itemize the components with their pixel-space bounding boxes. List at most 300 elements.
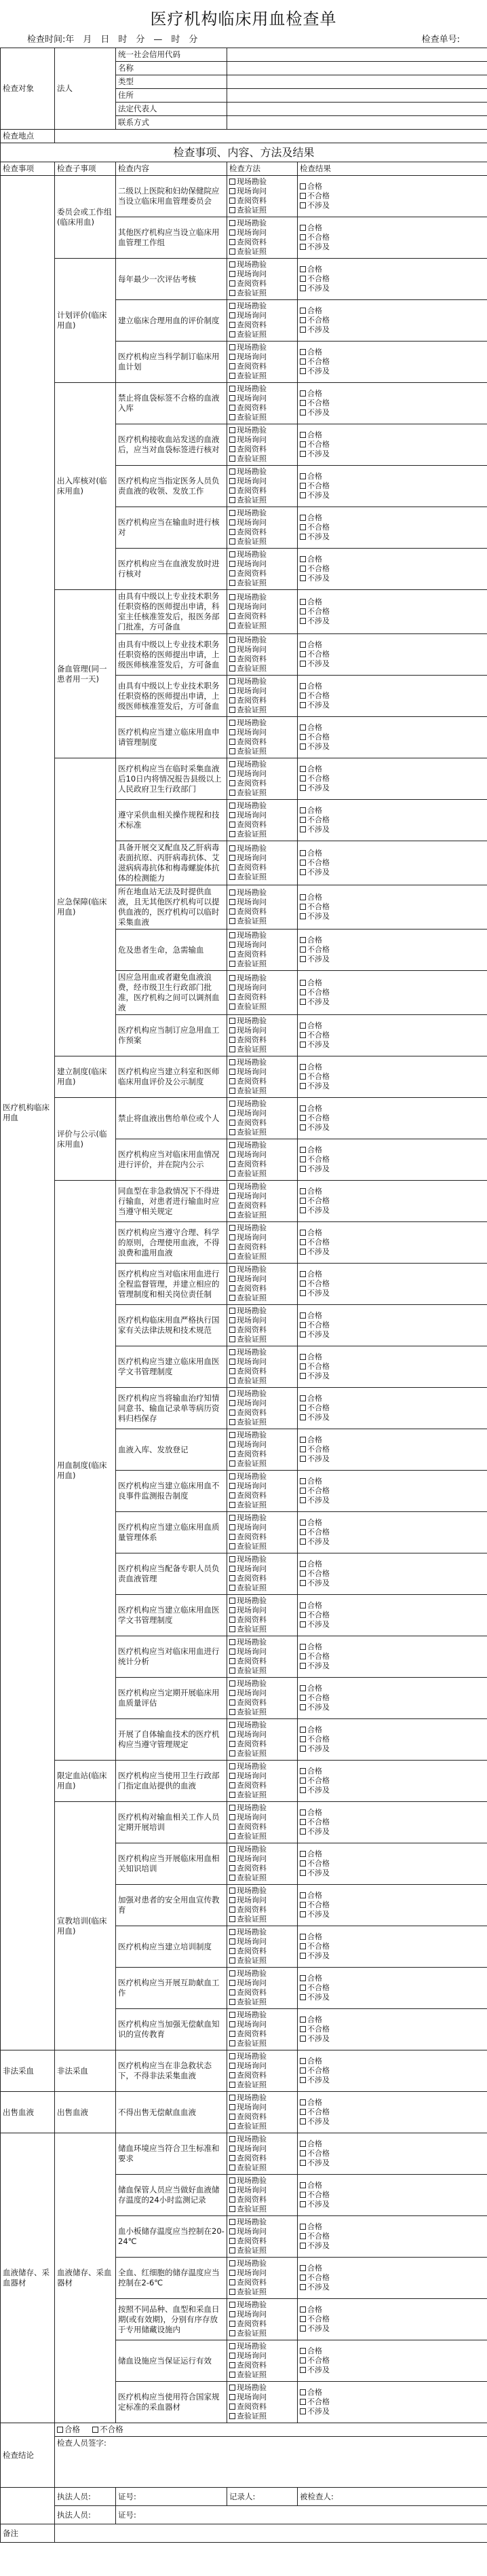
checkbox[interactable] xyxy=(92,2427,98,2433)
checkbox[interactable] xyxy=(300,1124,306,1130)
checkbox[interactable] xyxy=(300,1166,306,1172)
checkbox[interactable] xyxy=(229,1970,235,1976)
checkbox[interactable] xyxy=(229,2123,235,2129)
checkbox[interactable] xyxy=(229,2219,235,2225)
checkbox[interactable] xyxy=(300,1860,306,1866)
checkbox[interactable] xyxy=(229,2053,235,2059)
checkbox[interactable] xyxy=(300,980,306,986)
checkbox[interactable] xyxy=(229,290,235,296)
checkbox[interactable] xyxy=(229,363,235,369)
checkbox[interactable] xyxy=(229,239,235,245)
checkbox[interactable] xyxy=(229,1244,235,1250)
checkbox[interactable] xyxy=(300,1437,306,1443)
checkbox[interactable] xyxy=(229,538,235,545)
checkbox[interactable] xyxy=(300,642,306,648)
inspector-signature[interactable]: 检查人员签字: xyxy=(55,2437,487,2488)
checkbox[interactable] xyxy=(300,2150,306,2156)
checkbox[interactable] xyxy=(229,2247,235,2253)
checkbox[interactable] xyxy=(229,1929,235,1935)
checkbox[interactable] xyxy=(300,1953,306,1959)
checkbox[interactable] xyxy=(229,2311,235,2317)
checkbox[interactable] xyxy=(300,244,306,250)
checkbox[interactable] xyxy=(300,1934,306,1940)
subject-field-value[interactable] xyxy=(227,62,487,75)
checkbox[interactable] xyxy=(300,515,306,521)
checkbox[interactable] xyxy=(300,1032,306,1038)
checkbox[interactable] xyxy=(229,594,235,600)
checkbox[interactable] xyxy=(300,1663,306,1669)
checkbox[interactable] xyxy=(229,1400,235,1406)
checkbox[interactable] xyxy=(300,817,306,823)
checkbox[interactable] xyxy=(300,956,306,962)
checkbox[interactable] xyxy=(300,400,306,406)
checkbox[interactable] xyxy=(229,720,235,726)
checkbox[interactable] xyxy=(300,2109,306,2115)
checkbox[interactable] xyxy=(229,2413,235,2419)
checkbox[interactable] xyxy=(229,2095,235,2101)
checkbox[interactable] xyxy=(229,889,235,896)
checkbox[interactable] xyxy=(300,2275,306,2281)
checkbox[interactable] xyxy=(229,1763,235,1769)
checkbox[interactable] xyxy=(229,623,235,629)
checkbox[interactable] xyxy=(300,2192,306,2198)
checkbox[interactable] xyxy=(300,807,306,813)
checkbox[interactable] xyxy=(300,1602,306,1608)
checkbox[interactable] xyxy=(229,1183,235,1190)
checkbox[interactable] xyxy=(300,1363,306,1369)
checkbox[interactable] xyxy=(300,1727,306,1733)
checkbox[interactable] xyxy=(300,566,306,572)
checkbox[interactable] xyxy=(229,1658,235,1664)
checkbox[interactable] xyxy=(229,1668,235,1674)
checkbox[interactable] xyxy=(229,1907,235,1913)
checkbox[interactable] xyxy=(229,994,235,1000)
checkbox[interactable] xyxy=(300,1975,306,1981)
checkbox[interactable] xyxy=(229,1865,235,1871)
checkbox[interactable] xyxy=(300,826,306,832)
checkbox[interactable] xyxy=(229,1027,235,1033)
checkbox[interactable] xyxy=(300,2118,306,2124)
checkbox[interactable] xyxy=(229,1152,235,1158)
checkbox[interactable] xyxy=(229,373,235,379)
subject-field-value[interactable] xyxy=(227,116,487,130)
checkbox[interactable] xyxy=(300,734,306,740)
checkbox[interactable] xyxy=(229,2260,235,2266)
checkbox[interactable] xyxy=(229,1225,235,1231)
checkbox[interactable] xyxy=(229,1410,235,1416)
checkbox[interactable] xyxy=(229,985,235,991)
checkbox[interactable] xyxy=(229,280,235,287)
checkbox[interactable] xyxy=(300,1539,306,1545)
checkbox[interactable] xyxy=(229,1368,235,1374)
checkbox[interactable] xyxy=(229,2279,235,2285)
checkbox[interactable] xyxy=(300,608,306,614)
checkbox[interactable] xyxy=(229,529,235,535)
checkbox[interactable] xyxy=(229,1327,235,1333)
checkbox[interactable] xyxy=(300,1198,306,1204)
checkbox[interactable] xyxy=(300,1746,306,1752)
checkbox[interactable] xyxy=(229,478,235,484)
checkbox[interactable] xyxy=(229,437,235,443)
checkbox[interactable] xyxy=(300,693,306,699)
checkbox[interactable] xyxy=(229,697,235,703)
checkbox[interactable] xyxy=(300,850,306,856)
checkbox[interactable] xyxy=(229,918,235,924)
checkbox[interactable] xyxy=(300,1911,306,1917)
checkbox[interactable] xyxy=(229,229,235,236)
checkbox[interactable] xyxy=(229,220,235,226)
checkbox[interactable] xyxy=(229,1916,235,1922)
checkbox[interactable] xyxy=(300,2243,306,2249)
checkbox[interactable] xyxy=(229,1814,235,1820)
checkbox[interactable] xyxy=(229,1276,235,1282)
checkbox[interactable] xyxy=(229,761,235,767)
checkbox[interactable] xyxy=(229,487,235,494)
checkbox[interactable] xyxy=(229,322,235,328)
checkbox[interactable] xyxy=(229,678,235,684)
checkbox[interactable] xyxy=(300,2389,306,2395)
checkbox[interactable] xyxy=(300,308,306,314)
checkbox[interactable] xyxy=(229,1888,235,1894)
checkbox[interactable] xyxy=(300,183,306,189)
checkbox[interactable] xyxy=(229,2330,235,2336)
checkbox[interactable] xyxy=(229,2372,235,2378)
subject-field-value[interactable] xyxy=(227,103,487,116)
checkbox[interactable] xyxy=(229,1617,235,1623)
checkbox[interactable] xyxy=(229,2302,235,2308)
checkbox[interactable] xyxy=(229,1088,235,1094)
checkbox[interactable] xyxy=(229,2385,235,2391)
checkbox[interactable] xyxy=(300,1787,306,1793)
checkbox[interactable] xyxy=(229,312,235,318)
checkbox[interactable] xyxy=(300,2141,306,2147)
checkbox[interactable] xyxy=(229,1349,235,1355)
subject-signature[interactable]: 被检查人: xyxy=(298,2488,487,2506)
checkbox[interactable] xyxy=(229,604,235,610)
checkbox[interactable] xyxy=(229,2196,235,2203)
checkbox[interactable] xyxy=(229,2031,235,2037)
checkbox[interactable] xyxy=(57,2427,63,2433)
checkbox[interactable] xyxy=(229,2165,235,2171)
checkbox[interactable] xyxy=(300,1851,306,1857)
checkbox[interactable] xyxy=(300,202,306,208)
checkbox[interactable] xyxy=(300,2306,306,2313)
checkbox[interactable] xyxy=(229,1018,235,1024)
checkbox[interactable] xyxy=(229,1875,235,1881)
checkbox[interactable] xyxy=(229,1378,235,1384)
checkbox[interactable] xyxy=(229,2289,235,2295)
checkbox[interactable] xyxy=(229,1142,235,1148)
checkbox[interactable] xyxy=(229,427,235,433)
checkbox[interactable] xyxy=(300,1156,306,1162)
checkbox[interactable] xyxy=(229,2394,235,2400)
checkbox[interactable] xyxy=(229,1607,235,1613)
checkbox[interactable] xyxy=(300,2077,306,2083)
checkbox[interactable] xyxy=(229,1046,235,1052)
checkbox[interactable] xyxy=(300,775,306,781)
checkbox[interactable] xyxy=(229,1193,235,1199)
checkbox[interactable] xyxy=(229,2187,235,2193)
checkbox[interactable] xyxy=(300,1023,306,1029)
checkbox[interactable] xyxy=(300,1290,306,1296)
checkbox[interactable] xyxy=(229,637,235,643)
checkbox[interactable] xyxy=(229,1792,235,1798)
checkbox[interactable] xyxy=(229,1833,235,1839)
checkbox[interactable] xyxy=(300,225,306,231)
checkbox[interactable] xyxy=(229,1782,235,1788)
checkbox[interactable] xyxy=(229,1805,235,1811)
checkbox[interactable] xyxy=(229,1773,235,1779)
checkbox[interactable] xyxy=(300,1105,306,1111)
checkbox[interactable] xyxy=(229,344,235,350)
checkbox[interactable] xyxy=(229,1556,235,1562)
checkbox[interactable] xyxy=(300,1478,306,1484)
checkbox[interactable] xyxy=(300,1073,306,1080)
checkbox[interactable] xyxy=(300,724,306,731)
checkbox[interactable] xyxy=(300,989,306,995)
checkbox[interactable] xyxy=(229,1722,235,1728)
checkbox[interactable] xyxy=(229,2177,235,2184)
checkbox[interactable] xyxy=(300,1405,306,1411)
checkbox[interactable] xyxy=(229,207,235,213)
checkbox[interactable] xyxy=(229,1543,235,1549)
checkbox[interactable] xyxy=(229,2040,235,2046)
checkbox[interactable] xyxy=(300,785,306,791)
checkbox[interactable] xyxy=(300,1373,306,1379)
checkbox[interactable] xyxy=(229,1741,235,1747)
checkbox[interactable] xyxy=(229,1078,235,1084)
checkbox[interactable] xyxy=(229,1308,235,1314)
checkbox[interactable] xyxy=(300,327,306,333)
checkbox[interactable] xyxy=(229,2012,235,2018)
checkbox[interactable] xyxy=(300,1685,306,1691)
checkbox[interactable] xyxy=(229,1856,235,1862)
checkbox[interactable] xyxy=(300,1414,306,1420)
checkbox[interactable] xyxy=(229,510,235,516)
checkbox[interactable] xyxy=(300,743,306,750)
checkbox[interactable] xyxy=(229,386,235,392)
checkbox[interactable] xyxy=(229,1731,235,1737)
checkbox[interactable] xyxy=(229,2063,235,2069)
checkbox[interactable] xyxy=(300,193,306,199)
checkbox[interactable] xyxy=(300,2182,306,2188)
checkbox[interactable] xyxy=(229,1524,235,1530)
checkbox[interactable] xyxy=(300,1561,306,1567)
checkbox[interactable] xyxy=(300,1580,306,1586)
checkbox[interactable] xyxy=(300,441,306,447)
checkbox[interactable] xyxy=(300,1653,306,1659)
checkbox[interactable] xyxy=(300,651,306,657)
checkbox[interactable] xyxy=(300,1115,306,1121)
checkbox[interactable] xyxy=(300,618,306,624)
checkbox[interactable] xyxy=(229,665,235,671)
checkbox[interactable] xyxy=(229,395,235,401)
checkbox[interactable] xyxy=(229,1110,235,1116)
checkbox[interactable] xyxy=(229,1317,235,1323)
checkbox[interactable] xyxy=(300,234,306,240)
checkbox[interactable] xyxy=(300,2099,306,2105)
checkbox[interactable] xyxy=(229,1502,235,1508)
checkbox[interactable] xyxy=(300,2017,306,2023)
checkbox[interactable] xyxy=(229,561,235,567)
checkbox[interactable] xyxy=(229,771,235,777)
checkbox[interactable] xyxy=(300,999,306,1005)
checkbox[interactable] xyxy=(229,1266,235,1272)
subject-field-value[interactable] xyxy=(227,75,487,89)
checkbox[interactable] xyxy=(300,2284,306,2290)
note-value[interactable] xyxy=(55,2524,487,2543)
checkbox[interactable] xyxy=(300,1985,306,1991)
checkbox[interactable] xyxy=(300,1778,306,1784)
location-value[interactable] xyxy=(55,130,487,143)
checkbox[interactable] xyxy=(300,661,306,667)
checkbox[interactable] xyxy=(300,1230,306,1236)
checkbox[interactable] xyxy=(300,266,306,272)
checkbox[interactable] xyxy=(229,1824,235,1830)
checkbox[interactable] xyxy=(300,2357,306,2363)
checkbox[interactable] xyxy=(300,473,306,479)
checkbox[interactable] xyxy=(300,1354,306,1360)
checkbox[interactable] xyxy=(229,2362,235,2368)
checkbox[interactable] xyxy=(229,2238,235,2244)
checkbox[interactable] xyxy=(300,2058,306,2064)
checkbox[interactable] xyxy=(229,1575,235,1581)
checkbox[interactable] xyxy=(229,1460,235,1467)
checkbox[interactable] xyxy=(229,1948,235,1954)
checkbox[interactable] xyxy=(300,368,306,374)
checkbox[interactable] xyxy=(300,2224,306,2230)
checkbox[interactable] xyxy=(300,1943,306,1949)
checkbox[interactable] xyxy=(229,951,235,957)
subject-field-value[interactable] xyxy=(227,48,487,62)
checkbox[interactable] xyxy=(229,2114,235,2120)
checkbox[interactable] xyxy=(229,1473,235,1479)
checkbox[interactable] xyxy=(300,599,306,605)
checkbox[interactable] xyxy=(300,1083,306,1089)
checkbox[interactable] xyxy=(229,874,235,880)
checkbox[interactable] xyxy=(229,1432,235,1438)
checkbox[interactable] xyxy=(300,1249,306,1255)
checkbox[interactable] xyxy=(229,1391,235,1397)
checkbox[interactable] xyxy=(229,519,235,526)
checkbox[interactable] xyxy=(229,2104,235,2110)
checkbox[interactable] xyxy=(300,1312,306,1319)
checkbox[interactable] xyxy=(229,1980,235,1986)
checkbox[interactable] xyxy=(300,683,306,689)
checkbox[interactable] xyxy=(229,729,235,735)
checkbox[interactable] xyxy=(229,551,235,557)
checkbox[interactable] xyxy=(229,1534,235,1540)
checkbox[interactable] xyxy=(229,1999,235,2005)
checkbox[interactable] xyxy=(229,1897,235,1903)
checkbox[interactable] xyxy=(229,1639,235,1645)
checkbox[interactable] xyxy=(229,1336,235,1342)
checkbox[interactable] xyxy=(300,1520,306,1526)
checkbox[interactable] xyxy=(300,534,306,540)
checkbox[interactable] xyxy=(229,739,235,745)
checkbox[interactable] xyxy=(229,1161,235,1167)
checkbox[interactable] xyxy=(300,1456,306,1462)
checkbox[interactable] xyxy=(229,1253,235,1259)
checkbox[interactable] xyxy=(229,1957,235,1964)
checkbox[interactable] xyxy=(229,456,235,462)
checkbox[interactable] xyxy=(229,570,235,576)
checkbox[interactable] xyxy=(229,831,235,837)
checkbox[interactable] xyxy=(300,869,306,875)
checkbox[interactable] xyxy=(300,1147,306,1153)
checkbox[interactable] xyxy=(300,1331,306,1338)
checkbox[interactable] xyxy=(229,1566,235,1572)
checkbox[interactable] xyxy=(229,864,235,870)
checkbox[interactable] xyxy=(229,932,235,938)
checkbox[interactable] xyxy=(300,1994,306,2000)
checkbox[interactable] xyxy=(300,276,306,282)
checkbox[interactable] xyxy=(229,414,235,420)
checkbox[interactable] xyxy=(300,2399,306,2405)
checkbox[interactable] xyxy=(300,349,306,355)
checkbox[interactable] xyxy=(229,2072,235,2078)
checkbox[interactable] xyxy=(300,1570,306,1577)
checkbox[interactable] xyxy=(300,1892,306,1898)
checkbox[interactable] xyxy=(300,2036,306,2042)
checkbox[interactable] xyxy=(300,409,306,416)
checkbox[interactable] xyxy=(229,1359,235,1365)
checkbox[interactable] xyxy=(229,803,235,809)
checkbox[interactable] xyxy=(229,2155,235,2161)
checkbox[interactable] xyxy=(229,780,235,786)
checkbox[interactable] xyxy=(300,1064,306,1070)
checkbox[interactable] xyxy=(229,1938,235,1945)
checkbox[interactable] xyxy=(229,303,235,309)
checkbox[interactable] xyxy=(300,1695,306,1701)
checkbox[interactable] xyxy=(300,575,306,581)
checkbox[interactable] xyxy=(229,1750,235,1756)
checkbox[interactable] xyxy=(300,1446,306,1452)
checkbox[interactable] xyxy=(229,908,235,915)
checkbox[interactable] xyxy=(229,1846,235,1852)
checkbox[interactable] xyxy=(300,2408,306,2414)
checkbox[interactable] xyxy=(300,2160,306,2166)
checkbox[interactable] xyxy=(229,656,235,662)
checkbox[interactable] xyxy=(229,1492,235,1498)
checkbox[interactable] xyxy=(229,1709,235,1715)
checkbox[interactable] xyxy=(229,1004,235,1010)
checkbox[interactable] xyxy=(229,188,235,194)
checkbox[interactable] xyxy=(229,1649,235,1655)
checkbox[interactable] xyxy=(229,446,235,452)
checkbox[interactable] xyxy=(229,688,235,694)
checkbox[interactable] xyxy=(300,860,306,866)
checkbox[interactable] xyxy=(300,317,306,323)
checkbox[interactable] xyxy=(300,1621,306,1627)
checkbox[interactable] xyxy=(229,613,235,619)
checkbox[interactable] xyxy=(229,1680,235,1687)
checkbox[interactable] xyxy=(300,1819,306,1825)
checkbox[interactable] xyxy=(229,354,235,360)
checkbox[interactable] xyxy=(300,1736,306,1742)
checkbox[interactable] xyxy=(229,405,235,411)
checkbox[interactable] xyxy=(300,1704,306,1710)
checkbox[interactable] xyxy=(229,1059,235,1065)
checkbox[interactable] xyxy=(229,1515,235,1521)
checkbox[interactable] xyxy=(300,2265,306,2271)
checkbox[interactable] xyxy=(229,2404,235,2410)
checkbox[interactable] xyxy=(229,899,235,905)
checkbox[interactable] xyxy=(300,2233,306,2239)
checkbox[interactable] xyxy=(300,2316,306,2322)
checkbox[interactable] xyxy=(229,942,235,948)
checkbox[interactable] xyxy=(300,1042,306,1048)
